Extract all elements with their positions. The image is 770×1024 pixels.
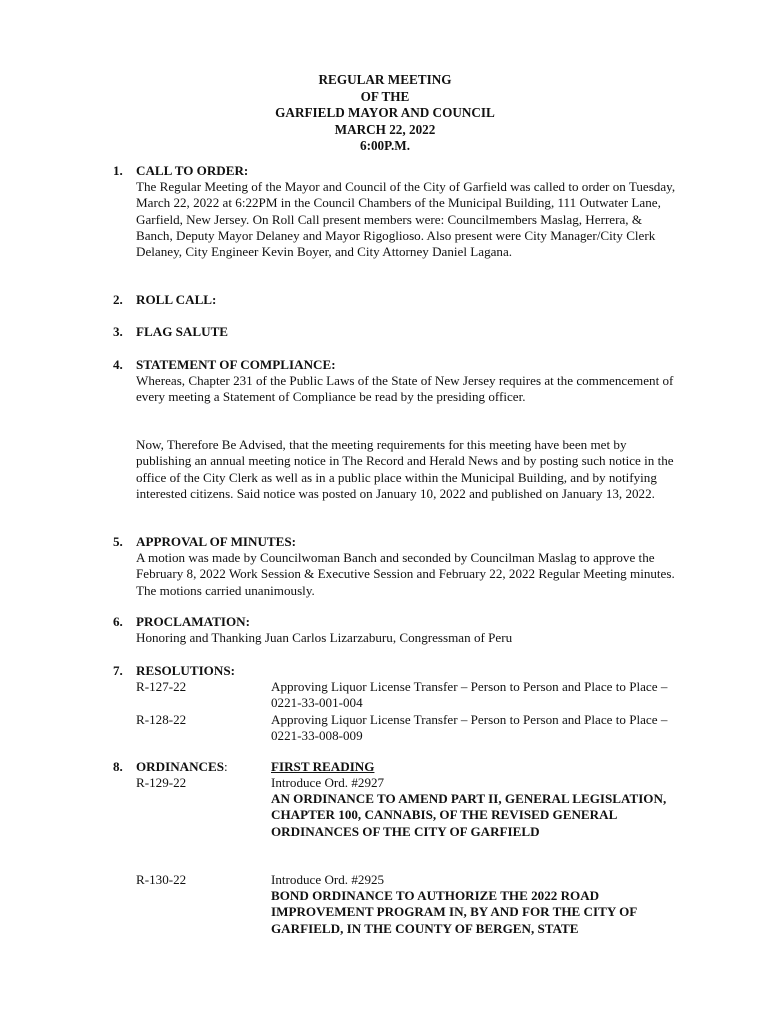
section-number: 7.: [113, 663, 123, 678]
document-header: [0, 72, 770, 155]
resolution-description: Approving Liquor License Transfer – Person to Person and Place to Place – 0221-33-008-009: [271, 712, 668, 744]
header-line-5: 6:00P.M.: [359, 138, 411, 153]
section-number: 4.: [113, 357, 123, 372]
section-number: 8.: [113, 759, 123, 774]
header-line-1: REGULAR MEETING: [318, 72, 452, 87]
section-number: 2.: [113, 292, 123, 307]
minutes-text: A motion was made by Councilwoman Banch and seconded by Councilman Maslag to approve the February 8, 2022 Work Session & Executive Session and February 22, 2022 Regular Meeting minutes. The motions carried unanimously.: [136, 550, 675, 598]
section-number: 1.: [113, 163, 123, 178]
section-title: RESOLUTIONS:: [136, 663, 235, 678]
ordinance-title: BOND ORDINANCE TO AUTHORIZE THE 2022 ROAD IMPROVEMENT PROGRAM IN, BY AND FOR THE CITY OF GARFIELD, IN THE COUNTY OF BERGEN, STATE: [271, 888, 637, 936]
section-title: STATEMENT OF COMPLIANCE:: [136, 357, 336, 372]
ordinances-title-text: ORDINANCES: [136, 759, 225, 774]
ordinance-code: R-129-22: [136, 775, 187, 790]
resolution-code: R-128-22: [136, 712, 187, 727]
header-line-2: OF THE: [360, 88, 410, 104]
header-line-4: MARCH 22, 2022: [334, 121, 436, 137]
section-title: APPROVAL OF MINUTES:: [136, 534, 297, 549]
ordinances-title-colon: :: [224, 759, 228, 774]
ordinance-intro: Introduce Ord. #2925: [271, 872, 385, 887]
call-to-order-text: The Regular Meeting of the Mayor and Council of the City of Garfield was called to order on Tuesday, March 22, 2022 at 6:22PM in the Council Chambers of the Municipal Building, 111 Outwater Lane, Garfield, New Jersey. On Roll Call present members were: Councilmembers Maslag, Herrera, & Banch, Deputy Mayor Delaney and Mayor Rigoglioso. Also present were City Manager/City Clerk Delaney, City Engineer Kevin Boyer, and City Attorney Daniel Lagana.: [136, 179, 676, 260]
section-title: FLAG SALUTE: [136, 324, 229, 339]
proclamation-text: Honoring and Thanking Juan Carlos Lizarzaburu, Congressman of Peru: [136, 630, 513, 645]
section-title: PROCLAMATION:: [136, 614, 250, 629]
resolution-code: R-127-22: [136, 679, 187, 694]
section-number: 6.: [113, 614, 123, 629]
ordinance-title: AN ORDINANCE TO AMEND PART II, GENERAL LEGISLATION, CHAPTER 100, CANNABIS, OF THE REVISED GENERAL ORDINANCES OF THE CITY OF GARFIELD: [271, 791, 667, 839]
header-line-3: GARFIELD MAYOR AND COUNCIL: [275, 105, 495, 120]
section-number: 5.: [113, 534, 123, 549]
compliance-paragraph-2: Now, Therefore Be Advised, that the meeting requirements for this meeting have been met by publishing an annual meeting notice in The Record and Herald News and by posting such notice in the office of the City Clerk as well as in a public place within the Municipal Building, and by notifying interested citizens. Said notice was posted on January 10, 2022 and published on January 13, 2022.: [136, 437, 674, 501]
section-number: 3.: [113, 324, 123, 339]
section-title: ROLL CALL:: [136, 292, 217, 307]
first-reading-heading: FIRST READING: [271, 759, 375, 774]
section-title: CALL TO ORDER:: [136, 163, 249, 178]
ordinance-intro: Introduce Ord. #2927: [271, 775, 385, 790]
section-title: [136, 759, 228, 775]
compliance-paragraph-1: Whereas, Chapter 231 of the Public Laws of the State of New Jersey requires at the commencement of every meeting a Statement of Compliance be read by the presiding officer.: [136, 373, 674, 405]
ordinance-code: R-130-22: [136, 872, 187, 887]
resolution-description: Approving Liquor License Transfer – Person to Person and Place to Place – 0221-33-001-004: [271, 679, 668, 711]
